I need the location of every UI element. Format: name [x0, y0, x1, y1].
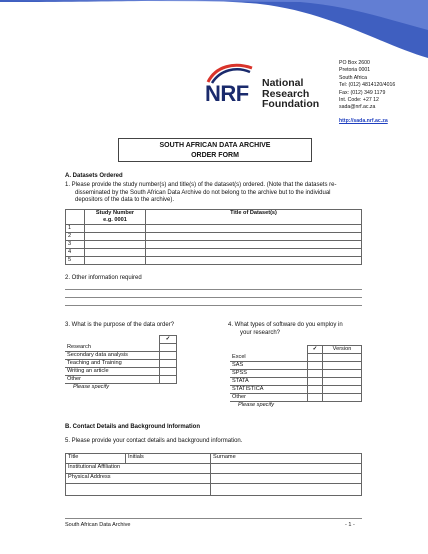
table-row: [66, 257, 362, 265]
title-line: ORDER FORM: [191, 151, 239, 159]
version-cell[interactable]: [323, 362, 362, 370]
contact-table: [65, 453, 362, 496]
software-label: STATISTICA: [230, 386, 308, 394]
question-1: [65, 182, 365, 205]
study-number-cell[interactable]: [85, 241, 146, 249]
software-checkbox[interactable]: [308, 370, 323, 378]
dataset-title-cell[interactable]: [146, 241, 362, 249]
dataset-title-header: Title of Dataset(s): [146, 210, 362, 225]
address-line: sada@nrf.ac.za: [339, 104, 376, 111]
purpose-label: Other: [65, 376, 160, 384]
purpose-specify[interactable]: Please specify: [73, 384, 110, 390]
software-checkbox[interactable]: [308, 386, 323, 394]
surname-label: Surname: [211, 454, 362, 464]
purpose-checkbox[interactable]: [160, 368, 177, 376]
table-row: [66, 225, 362, 233]
table-row: [66, 249, 362, 257]
purpose-checkbox[interactable]: [160, 352, 177, 360]
table-row: [66, 233, 362, 241]
purpose-label: Teaching and Training: [65, 360, 160, 368]
study-number-header: Study Number e.g. 0001: [85, 210, 146, 225]
row-number: 5: [66, 257, 85, 265]
purpose-label: Research: [65, 344, 160, 352]
version-cell[interactable]: [323, 394, 362, 402]
spacer-cell: [323, 402, 362, 410]
address-line: Int. Code: +27 12: [339, 97, 379, 104]
logo-line: National: [262, 77, 304, 89]
purpose-checkbox[interactable]: [160, 344, 177, 352]
question-3: 3. What is the purpose of the data order?: [65, 322, 175, 328]
version-cell[interactable]: [323, 370, 362, 378]
address-field[interactable]: [211, 474, 362, 484]
nrf-logo-abbrev: NRF: [205, 81, 249, 106]
study-number-cell[interactable]: [85, 233, 146, 241]
affiliation-field[interactable]: [211, 464, 362, 474]
software-checkbox[interactable]: [308, 354, 323, 362]
address-line: South Africa: [339, 74, 367, 81]
row-number: 1: [66, 225, 85, 233]
version-cell[interactable]: [323, 378, 362, 386]
question-line: your research?: [240, 329, 281, 336]
address-line: Pretoria 0001: [339, 67, 371, 74]
logo-line: Research: [262, 87, 310, 100]
software-specify[interactable]: Please specify: [238, 402, 275, 408]
purpose-label: Secondary data analysis: [65, 352, 160, 360]
row-number: 2: [66, 233, 85, 241]
question-line: 1. Please provide the study number(s) and title(s) of the dataset(s) ordered. (Note that the datasets re-: [65, 182, 337, 188]
software-checkbox[interactable]: [308, 378, 323, 386]
version-cell[interactable]: [323, 386, 362, 394]
contact-address: [339, 60, 395, 125]
check-header: ✓: [160, 336, 177, 344]
version-header: Version: [323, 346, 362, 354]
spacer-cell: [230, 346, 308, 354]
purpose-checkbox[interactable]: [160, 376, 177, 384]
purpose-table: [65, 335, 177, 391]
question-line: disseminated by the South African Data Archive do not belong to the archive but to the individual: [75, 189, 331, 196]
study-number-cell[interactable]: [85, 257, 146, 265]
logo-line: Foundation: [262, 98, 320, 110]
address-label: Physical Address: [66, 474, 211, 484]
software-table: [230, 345, 362, 409]
row-number: 4: [66, 249, 85, 257]
address-line: Tel: (012) 4814120/4016: [339, 82, 396, 89]
question-5: 5. Please provide your contact details and background information.: [65, 438, 243, 444]
form-title: [118, 138, 312, 162]
row-num-header: [66, 210, 85, 225]
address-line: Fax: (012) 349 1179: [339, 89, 386, 96]
answer-line[interactable]: [65, 289, 362, 290]
question-2: 2. Other information required: [65, 275, 142, 281]
table-row: [66, 241, 362, 249]
purpose-label: Writing an article: [65, 368, 160, 376]
software-label: Excel: [230, 354, 308, 362]
spacer-cell: [160, 384, 177, 392]
check-header: ✓: [308, 346, 323, 354]
software-checkbox[interactable]: [308, 394, 323, 402]
logo-name: [262, 78, 319, 110]
initials-label: Initials: [126, 454, 211, 464]
title-line: SOUTH AFRICAN DATA ARCHIVE: [159, 142, 271, 149]
question-line: 4. What types of software do you employ in: [228, 322, 343, 328]
website-link[interactable]: http://sada.nrf.ac.za: [339, 117, 388, 124]
dataset-title-cell[interactable]: [146, 257, 362, 265]
answer-line[interactable]: [65, 305, 362, 306]
page-number: - 1 -: [345, 522, 355, 528]
footer-left: South African Data Archive: [65, 522, 131, 528]
address-line: PO Box 2600: [339, 60, 370, 66]
spacer-cell: [65, 336, 160, 344]
title-label: Title: [66, 454, 126, 464]
dataset-title-cell[interactable]: [146, 233, 362, 241]
software-checkbox[interactable]: [308, 362, 323, 370]
affiliation-label: Institutional Affiliation: [66, 464, 211, 474]
question-4: [228, 322, 343, 337]
version-cell[interactable]: [323, 354, 362, 362]
question-line: depositors of the data to the archive).: [75, 197, 175, 203]
software-label: SPSS: [230, 370, 308, 378]
section-a-heading: A. Datasets Ordered: [65, 173, 123, 179]
header-wave-graphic: [0, 0, 428, 60]
study-number-cell[interactable]: [85, 225, 146, 233]
spacer-cell: [308, 402, 323, 410]
software-label: STATA: [230, 378, 308, 386]
dataset-title-cell[interactable]: [146, 225, 362, 233]
purpose-checkbox[interactable]: [160, 360, 177, 368]
answer-line[interactable]: [65, 297, 362, 298]
address-field-extra[interactable]: [211, 484, 362, 496]
software-label: Other: [230, 394, 308, 402]
software-label: SAS: [230, 362, 308, 370]
section-b-heading: B. Contact Details and Background Information: [65, 424, 201, 430]
datasets-table: [65, 209, 362, 265]
address-field-extra[interactable]: [66, 484, 211, 496]
row-number: 3: [66, 241, 85, 249]
footer-rule: [65, 518, 362, 519]
study-number-cell[interactable]: [85, 249, 146, 257]
dataset-title-cell[interactable]: [146, 249, 362, 257]
